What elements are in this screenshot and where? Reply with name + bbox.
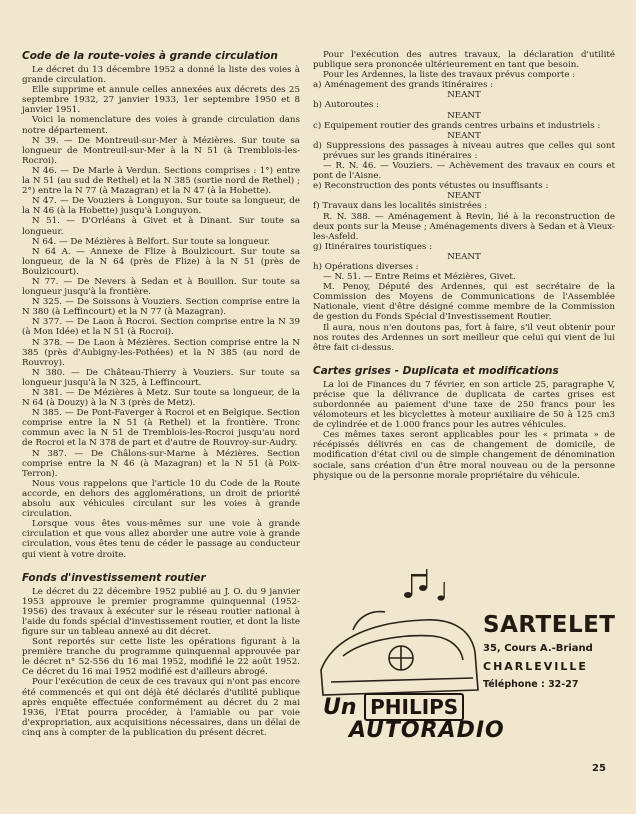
dealer-block <box>483 612 616 690</box>
list-item-label: f) Travaux dans les localités sinistrées : <box>313 201 488 212</box>
fonds-body <box>22 587 300 738</box>
brand-product: AUTORADIO <box>349 718 505 743</box>
works-list <box>313 80 615 282</box>
road-entry: N 381. — De Mézières à Metz. Sur toute sa longueur, de la N 64 (à Douzy) à la N 3 (près de Metz). <box>22 388 300 409</box>
road-entry: N 325. — De Soissons à Vouziers. Section comprise entre la N 380 (à Leffincourt) et la N 77 (à Mazagran). <box>22 297 300 318</box>
list-item-detail: — N. 51. — Entre Reims et Mézières, Givet. <box>323 272 516 283</box>
list-item-label: c) Equipement routier des grands centres urbains et industriels : <box>313 120 601 131</box>
list-item-detail: NEANT <box>447 191 481 202</box>
list-item-label: b) Autoroutes : <box>313 100 380 111</box>
road-entry: N 47. — De Vouziers à Longuyon. Sur toute sa longueur, de la N 46 (à la Hobette) jusqu'à Longuyon. <box>22 196 300 217</box>
road-entry: N 46. — De Marle à Verdun. Sections comprises : 1°) entre la N 51 (au sud de Rethel) et la N 385 (sortie nord de Rethel) ; 2°) entre la N 77 (à Mazagran) et la N 47 (à la Hobette). <box>22 165 300 197</box>
page-number: 25 <box>592 763 606 774</box>
dealer-city: CHARLEVILLE <box>483 660 588 673</box>
paragraph: Voici la nomenclature des voies à grande circulation dans notre département. <box>22 115 300 136</box>
road-entry: N 385. — De Pont-Faverger à Rocroi et en Belgique. Section comprise entre la N 51 (à Rethel) et la frontière. Tronc commun avec la N 51 de Tremblois-les-Rocroi jusqu'au nord de Rocroi et la N 378 de part et d'autre de Rouvroy-sur-Audry. <box>22 408 300 449</box>
road-entry: N 51. — D'Orléans à Givet et à Dinant. Sur toute sa longueur. <box>22 216 300 237</box>
list-item-label: g) Itinéraires touristiques : <box>313 241 433 252</box>
road-entry: N 64 A. — Annexe de Flize à Boulzicourt. Sur toute sa longueur, de la N 64 (près de Flize) à la N 51 (près de Boulzicourt). <box>22 246 300 277</box>
paragraph: Pour les Ardennes, la liste des travaux prévus comporte : <box>323 70 576 81</box>
list-item-label: a) Aménagement des grands itinéraires : <box>313 80 494 91</box>
road-entry: N 64. — De Mézières à Belfort. Sur toute sa longueur. <box>32 236 271 247</box>
paragraph: Pour l'exécution de ceux de ces travaux qui n'ont pas encore été commencés et qui ont déjà été déclarés d'utilité publique après enquête effectuée conformément au décret du 2 mai 1936, l'Etat pourra procéder, à l'amiable ou par voie d'expropriation, aux acquisitions nécessaires, dans un délai de cinq ans à compter de la publication du présent décret. <box>22 677 300 738</box>
road-entry: N 39. — De Montreuil-sur-Mer à Mézières. Sur toute sa longueur de Montreuil-sur-Mer à la N 51 (à Tremblois-les-Rocroi). <box>22 135 300 166</box>
left-column <box>22 50 300 738</box>
paragraph: Nous vous rappelons que l'article 10 du Code de la Route accorde, en dehors des agglomérations, un droit de priorité absolu aux véhicules circulant sur les voies à grande circulation. <box>22 478 300 520</box>
road-entry: N 387. — De Châlons-sur-Marne à Mézières. Section comprise entre la N 46 (à Mazagran) et la N 51 (à Poix-Terron). <box>22 448 300 479</box>
section-title-code-route: Code de la route-voies à grande circulation <box>22 50 278 62</box>
road-entry: N 77. — De Nevers à Sedan et à Bouillon. Sur toute sa longueur jusqu'à la frontière. <box>22 276 300 298</box>
section-title-fonds: Fonds d'investissement routier <box>22 571 206 584</box>
dealer-address: 35, Cours A.-Briand <box>483 643 593 654</box>
paragraph: Il aura, nous n'en doutons pas, fort à faire, s'il veut obtenir pour nos routes des Ardennes un sort meilleur que celui qui vient de lui être fait ci-dessus. <box>313 322 615 353</box>
road-entry: N 377. — De Laon à Rocroi. Section comprise entre la N 39 (à Mon Idée) et la N 51 (à Rocroi). <box>22 317 300 338</box>
code-route-body <box>22 65 300 560</box>
list-item-detail: NEANT <box>447 251 481 262</box>
list-item-label: h) Opérations diverses : <box>313 261 419 272</box>
paragraph: Sont reportés sur cette liste les opérations figurant à la première tranche du programme quinquennal approuvée par le décret n° 52-556 du 16 mai 1952, modifié le 22 août 1952. Ce décret du 16 mai 1952 modifié est d'ailleurs abrogé. <box>22 637 300 678</box>
list-item-detail: R. N. 388. — Aménagement à Revin, lié à la reconstruction de deux ponts sur la Meuse ; Aménagements divers à Sedan et à Vieux-les-Asfeld. <box>313 211 615 242</box>
dealer-phone: Téléphone : 32-27 <box>483 679 579 690</box>
dealer-name: SARTELET <box>483 612 616 638</box>
list-item-detail: NEANT <box>447 110 481 121</box>
paragraph: Ces mêmes taxes seront applicables pour les « primata » de récépissés délivrés en cas de changement de domicile, de modification d'état civil ou de simple changement de dénomination sociale, sans création d'un être moral nouveau ou de la personne physique ou de la personne morale propriétaire du véhicule. <box>313 430 615 481</box>
paragraph: M. Penoy, Député des Ardennes, qui est secrétaire de la Commission des Moyens de Communications de l'Assemblée Nationale, vient d'être désigné comme membre de la Commission de gestion du Fonds Spécial d'Investissement Routier. <box>313 282 615 323</box>
paragraph: La loi de Finances du 7 février, en son article 25, paragraphe V, précise que la délivrance de duplicata de cartes grises est subordonnée au paiement d'une taxe de 250 francs pour les vélomoteurs et les bicyclettes à moteur auxiliaire de 50 à 125 cm3 de cylindrée et de 1.000 francs pour les autres véhicules. <box>313 379 615 431</box>
list-item-detail: — R. N. 46. — Vouziers. — Achèvement des travaux en cours et pont de l'Aisne. <box>313 161 615 182</box>
paragraph: Elle supprime et annule celles annexées aux décrets des 25 septembre 1932, 27 janvier 1933, 1er septembre 1950 et 8 janvier 1951. <box>22 85 300 116</box>
advertisement <box>313 560 615 765</box>
paragraph: Pour l'exécution des autres travaux, la déclaration d'utilité publique sera prononcée ultérieurement en tant que besoin. <box>313 50 615 71</box>
road-entry: N 380. — De Château-Thierry à Vouziers. Sur toute sa longueur jusqu'à la N 325, à Leffincourt. <box>22 367 300 388</box>
brand-name: PHILIPS <box>364 693 464 721</box>
paragraph: Le décret du 22 décembre 1952 publié au J. O. du 9 janvier 1953 approuve le premier programme quinquennal (1952-1956) des travaux à exécuter sur le réseau routier national à l'aide du fonds spécial d'investissement routier, et dont la liste figure sur un tableau annexé au dit décret. <box>22 586 300 637</box>
list-item-label: e) Reconstruction des ponts vétustes ou insuffisants : <box>313 181 549 192</box>
section-title-cartes-grises: Cartes grises - Duplicata et modifications <box>313 364 559 377</box>
road-entry: N 378. — De Laon à Mézières. Section comprise entre la N 385 (près d'Aubigny-les-Pothées) et la N 385 (au nord de Rouvroy). <box>22 337 300 368</box>
list-item-detail: NEANT <box>447 130 481 141</box>
list-item-detail: NEANT <box>447 90 481 101</box>
paragraph: Le décret du 13 décembre 1952 a donné la liste des voies à grande circulation. <box>22 65 300 86</box>
brand-logo <box>323 695 505 743</box>
brand-prefix: Un <box>323 695 357 720</box>
list-item-label: d) Suppressions des passages à niveau autres que celles qui sont prévues sur les grands itinéraires : <box>313 140 615 161</box>
right-column <box>313 50 615 481</box>
paragraph: Lorsque vous êtes vous-mêmes sur une voie à grande circulation et que vous allez aborder une autre voie à grande circulation, vous êtes tenu de céder le passage au conducteur qui vient à votre droite. <box>22 519 300 560</box>
music-notes-icon <box>404 569 445 601</box>
